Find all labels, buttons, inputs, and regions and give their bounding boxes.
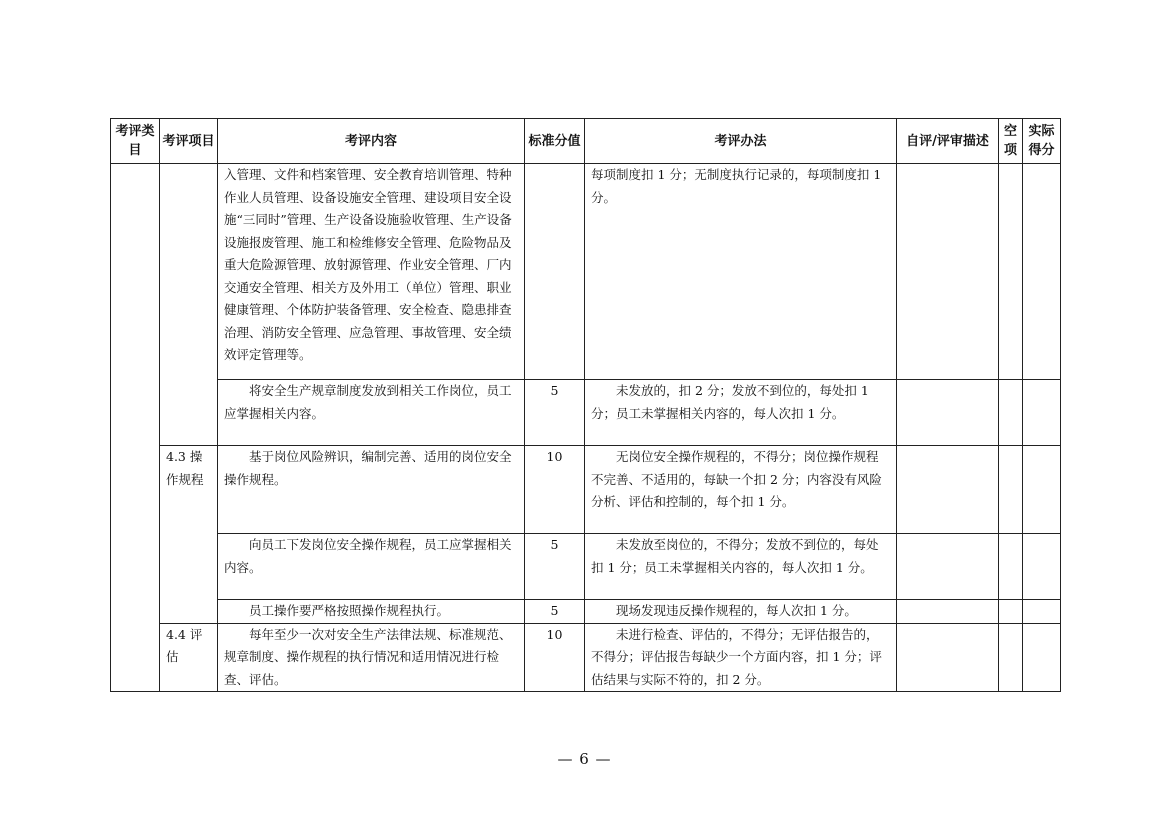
header-category: 考评类目	[111, 119, 160, 164]
actual-score-cell[interactable]	[1023, 600, 1061, 624]
method-cell: 未发放至岗位的，不得分；发放不到位的，每处扣 1 分；员工未掌握相关内容的，每人次扣 1 分。	[585, 534, 897, 600]
table-row	[111, 446, 1061, 534]
method-cell: 无岗位安全操作规程的，不得分；岗位操作规程不完善、不适用的，每缺一个扣 2 分；内容没有风险分析、评估和控制的，每个扣 1 分。	[585, 446, 897, 534]
content-cell: 每年至少一次对安全生产法律法规、标准规范、规章制度、操作规程的执行情况和适用情况进行检查、评估。	[218, 623, 525, 692]
score-cell: 10	[525, 446, 585, 534]
score-cell: 5	[525, 600, 585, 624]
blank-cell[interactable]	[999, 600, 1023, 624]
item-cell: 4.3 操作规程	[160, 446, 218, 624]
table-row	[111, 380, 1061, 446]
header-score: 标准分值	[525, 119, 585, 164]
blank-cell[interactable]	[999, 380, 1023, 446]
evaluation-table	[110, 118, 1061, 692]
header-actual-score: 实际得分	[1023, 119, 1061, 164]
header-blank: 空项	[999, 119, 1023, 164]
blank-cell[interactable]	[999, 534, 1023, 600]
method-cell: 未进行检查、评估的，不得分；无评估报告的，不得分；评估报告每缺少一个方面内容，扣 1 分；评估结果与实际不符的，扣 2 分。	[585, 623, 897, 692]
blank-cell[interactable]	[999, 623, 1023, 692]
table-row	[111, 600, 1061, 624]
self-assessment-cell[interactable]	[897, 164, 999, 380]
category-cell	[111, 164, 160, 692]
method-cell: 每项制度扣 1 分；无制度执行记录的，每项制度扣 1 分。	[585, 164, 897, 380]
self-assessment-cell[interactable]	[897, 446, 999, 534]
header-item: 考评项目	[160, 119, 218, 164]
score-cell: 5	[525, 534, 585, 600]
self-assessment-cell[interactable]	[897, 380, 999, 446]
method-cell: 现场发现违反操作规程的，每人次扣 1 分。	[585, 600, 897, 624]
header-self-assessment: 自评/评审描述	[897, 119, 999, 164]
self-assessment-cell[interactable]	[897, 623, 999, 692]
content-cell: 员工操作要严格按照操作规程执行。	[218, 600, 525, 624]
table-row	[111, 164, 1061, 380]
table-row	[111, 623, 1061, 692]
content-cell: 入管理、文件和档案管理、安全教育培训管理、特种作业人员管理、设备设施安全管理、建设项目安全设施“三同时”管理、生产设备设施验收管理、生产设备设施报废管理、施工和检维修安全管理、危险物品及重大危险源管理、放射源管理、作业安全管理、厂内交通安全管理、相关方及外用工（单位）管理、职业健康管理、个体防护装备管理、安全检查、隐患排查治理、消防安全管理、应急管理、事故管理、安全绩效评定管理等。	[218, 164, 525, 380]
method-cell: 未发放的，扣 2 分；发放不到位的，每处扣 1 分；员工未掌握相关内容的，每人次扣 1 分。	[585, 380, 897, 446]
item-cell	[160, 164, 218, 446]
content-cell: 基于岗位风险辨识，编制完善、适用的岗位安全操作规程。	[218, 446, 525, 534]
score-cell	[525, 164, 585, 380]
actual-score-cell[interactable]	[1023, 164, 1061, 380]
header-row	[111, 119, 1061, 164]
actual-score-cell[interactable]	[1023, 534, 1061, 600]
blank-cell[interactable]	[999, 164, 1023, 380]
table-row	[111, 534, 1061, 600]
self-assessment-cell[interactable]	[897, 600, 999, 624]
actual-score-cell[interactable]	[1023, 446, 1061, 534]
actual-score-cell[interactable]	[1023, 623, 1061, 692]
header-content: 考评内容	[218, 119, 525, 164]
content-cell: 向员工下发岗位安全操作规程，员工应掌握相关内容。	[218, 534, 525, 600]
page-number: — 6 —	[557, 750, 612, 768]
score-cell: 5	[525, 380, 585, 446]
score-cell: 10	[525, 623, 585, 692]
item-cell: 4.4 评估	[160, 623, 218, 692]
blank-cell[interactable]	[999, 446, 1023, 534]
self-assessment-cell[interactable]	[897, 534, 999, 600]
header-method: 考评办法	[585, 119, 897, 164]
content-cell: 将安全生产规章制度发放到相关工作岗位，员工应掌握相关内容。	[218, 380, 525, 446]
actual-score-cell[interactable]	[1023, 380, 1061, 446]
